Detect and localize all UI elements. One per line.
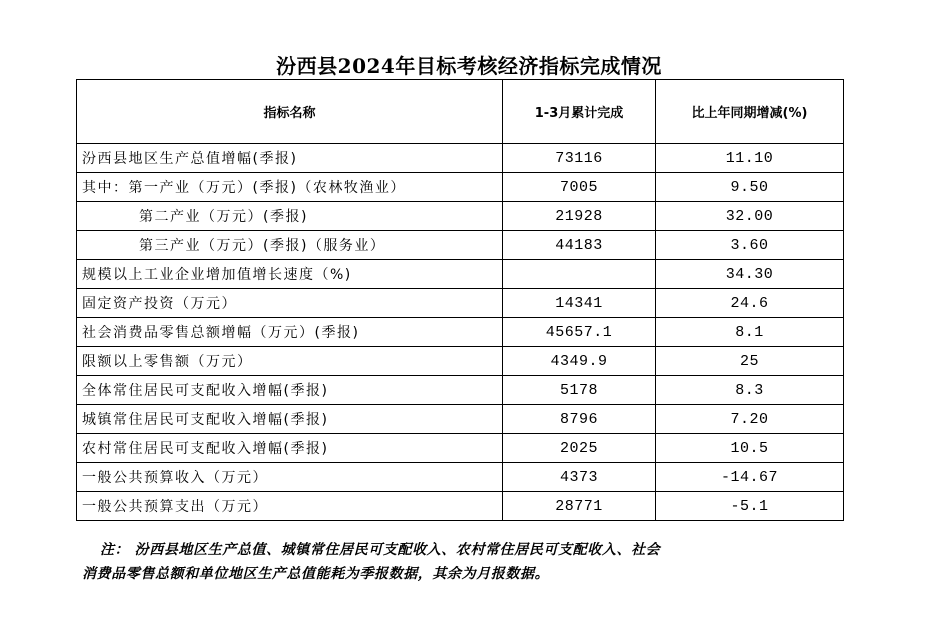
yoy-change-cell: 8.1 (656, 318, 844, 347)
cumulative-value-cell: 45657.1 (503, 318, 656, 347)
table-row (77, 173, 844, 202)
yoy-change-cell: 25 (656, 347, 844, 376)
footnote-line-1: 注： 汾西县地区生产总值、城镇常住居民可支配收入、农村常住居民可支配收入、社会 (100, 542, 661, 558)
cumulative-value-cell: 4373 (503, 463, 656, 492)
yoy-change-cell: 11.10 (656, 144, 844, 173)
yoy-change-cell: -14.67 (656, 463, 844, 492)
yoy-change-cell: 10.5 (656, 434, 844, 463)
indicator-name-cell: 一般公共预算收入（万元） (77, 463, 503, 492)
cumulative-value-cell: 7005 (503, 173, 656, 202)
yoy-change-cell: 8.3 (656, 376, 844, 405)
table-row (77, 376, 844, 405)
yoy-change-cell: -5.1 (656, 492, 844, 521)
table-row (77, 289, 844, 318)
indicator-name-cell: 城镇常住居民可支配收入增幅(季报) (77, 405, 503, 434)
cumulative-value-cell: 44183 (503, 231, 656, 260)
yoy-change-cell: 3.60 (656, 231, 844, 260)
yoy-change-cell: 32.00 (656, 202, 844, 231)
cumulative-value-cell: 5178 (503, 376, 656, 405)
indicator-name-cell: 固定资产投资（万元） (77, 289, 503, 318)
indicator-name-cell: 社会消费品零售总额增幅（万元）(季报) (77, 318, 503, 347)
cumulative-value-cell: 21928 (503, 202, 656, 231)
cumulative-value-cell: 4349.9 (503, 347, 656, 376)
cumulative-value-cell: 2025 (503, 434, 656, 463)
cumulative-value-cell: 14341 (503, 289, 656, 318)
table-header-row (77, 80, 844, 144)
document-title: 汾西县2024年目标考核经济指标完成情况 (276, 54, 662, 78)
header-cumulative: 1-3月累计完成 (503, 80, 656, 144)
table-row (77, 260, 844, 289)
indicator-name-cell: 其中：第一产业（万元）(季报)（农林牧渔业） (77, 173, 503, 202)
indicator-table (76, 79, 844, 521)
indicator-name-cell: 全体常住居民可支配收入增幅(季报) (77, 376, 503, 405)
cumulative-value-cell (503, 260, 656, 289)
indicator-name-cell: 一般公共预算支出（万元） (77, 492, 503, 521)
footnote-line-2: 消费品零售总额和单位地区生产总值能耗为季报数据，其余为月报数据。 (82, 566, 550, 582)
table-row (77, 434, 844, 463)
indicator-name-cell: 规模以上工业企业增加值增长速度（%) (77, 260, 503, 289)
yoy-change-cell: 24.6 (656, 289, 844, 318)
table-body (77, 144, 844, 521)
table-row (77, 144, 844, 173)
header-indicator-name: 指标名称 (77, 80, 503, 144)
table-row (77, 405, 844, 434)
table-row (77, 492, 844, 521)
table-row (77, 463, 844, 492)
table-row (77, 231, 844, 260)
table-row (77, 318, 844, 347)
yoy-change-cell: 34.30 (656, 260, 844, 289)
yoy-change-cell: 9.50 (656, 173, 844, 202)
indicator-name-cell: 限额以上零售额（万元） (77, 347, 503, 376)
header-yoy-change: 比上年同期增减(%) (656, 80, 844, 144)
footnote (82, 538, 842, 586)
table-row (77, 202, 844, 231)
yoy-change-cell: 7.20 (656, 405, 844, 434)
indicator-name-cell: 农村常住居民可支配收入增幅(季报) (77, 434, 503, 463)
table-row (77, 347, 844, 376)
indicator-name-cell: 第三产业（万元）(季报)（服务业） (77, 231, 503, 260)
indicator-name-cell: 汾西县地区生产总值增幅(季报) (77, 144, 503, 173)
cumulative-value-cell: 28771 (503, 492, 656, 521)
indicator-name-cell: 第二产业（万元）(季报) (77, 202, 503, 231)
cumulative-value-cell: 8796 (503, 405, 656, 434)
cumulative-value-cell: 73116 (503, 144, 656, 173)
